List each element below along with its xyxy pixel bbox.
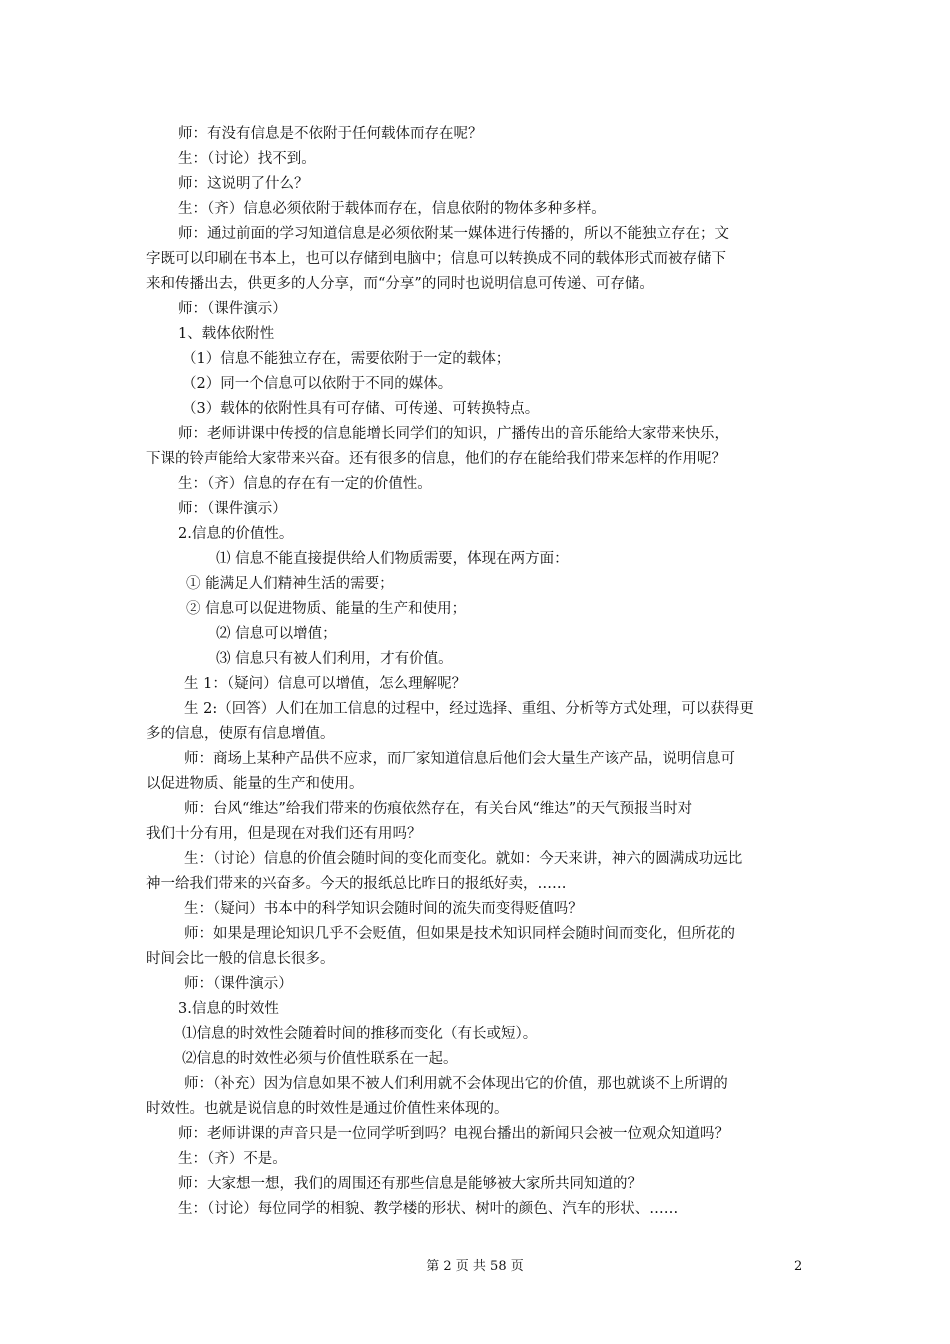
- paragraph-line: 神一给我们带来的兴奋多。今天的报纸总比昨日的报纸好卖，……: [146, 876, 567, 892]
- paragraph-line: 生 2:（回答）人们在加工信息的过程中，经过选择、重组、分析等方式处理，可以获得更: [184, 701, 754, 717]
- paragraph-line: （1）信息不能独立存在，需要依附于一定的载体；: [182, 351, 511, 367]
- paragraph-line: 师：老师讲课的声音只是一位同学听到吗？电视台播出的新闻只会被一位观众知道吗？: [178, 1126, 729, 1142]
- paragraph-line: 师：台风“维达”给我们带来的伤痕依然存在，有关台风“维达”的天气预报当时对: [184, 801, 693, 817]
- paragraph-line: 师：大家想一想，我们的周围还有那些信息是能够被大家所共同知道的？: [178, 1176, 642, 1192]
- paragraph-line: 生：（疑问）书本中的科学知识会随时间的流失而变得贬值吗？: [184, 901, 583, 917]
- paragraph-line: ⑶ 信息只有被人们利用，才有价值。: [216, 651, 453, 667]
- paragraph-line: 来和传播出去，供更多的人分享，而“分享”的同时也说明信息可传递、可存储。: [146, 276, 654, 292]
- paragraph-line: 1、载体依附性: [178, 326, 275, 342]
- paragraph-line: ⑴ 信息不能直接提供给人们物质需要，体现在两方面：: [216, 551, 569, 567]
- paragraph-line: 生：（齐）不是。: [178, 1151, 287, 1167]
- paragraph-line: 师：如果是理论知识几乎不会贬值，但如果是技术知识同样会随时间而变化，但所花的: [184, 926, 735, 942]
- paragraph-line: 以促进物质、能量的生产和使用。: [146, 776, 364, 792]
- paragraph-line: 师：有没有信息是不依附于任何载体而存在呢？: [178, 126, 483, 142]
- paragraph-line: 下课的铃声能给大家带来兴奋。还有很多的信息，他们的存在能给我们带来怎样的作用呢？: [146, 451, 726, 467]
- paragraph-line: （2）同一个信息可以依附于不同的媒体。: [182, 376, 453, 392]
- paragraph-line: ⑴信息的时效性会随着时间的推移而变化（有长或短）。: [182, 1026, 538, 1042]
- paragraph-line: ② 信息可以促进物质、能量的生产和使用；: [186, 601, 467, 617]
- paragraph-line: ⑵信息的时效性必须与价值性联系在一起。: [182, 1051, 458, 1067]
- paragraph-line: 师：（课件演示）: [178, 501, 287, 517]
- paragraph-line: 生：（讨论）每位同学的相貌、教学楼的形状、树叶的颜色、汽车的形状、……: [178, 1201, 679, 1217]
- paragraph-line: 师：老师讲课中传授的信息能增长同学们的知识，广播传出的音乐能给大家带来快乐，: [178, 426, 729, 442]
- paragraph-line: 生：（齐）信息必须依附于载体而存在，信息依附的物体多种多样。: [178, 201, 606, 217]
- paragraph-line: 2.信息的价值性。: [178, 526, 294, 542]
- paragraph-line: 师：商场上某种产品供不应求，而厂家知道信息后他们会大量生产该产品，说明信息可: [184, 751, 735, 767]
- paragraph-line: 生 1：（疑问）信息可以增值，怎么理解呢？: [184, 676, 467, 692]
- paragraph-line: 师：（补充）因为信息如果不被人们利用就不会体现出它的价值，那也就谈不上所谓的: [184, 1076, 728, 1092]
- paragraph-line: 3.信息的时效性: [178, 1001, 279, 1017]
- paragraph-line: 多的信息，使原有信息增值。: [146, 726, 335, 742]
- paragraph-line: 生：（齐）信息的存在有一定的价值性。: [178, 476, 432, 492]
- paragraph-line: 师：（课件演示）: [184, 976, 293, 992]
- paragraph-line: ⑵ 信息可以增值；: [216, 626, 337, 642]
- paragraph-line: 生：（讨论）找不到。: [178, 151, 316, 167]
- paragraph-line: 时效性。也就是说信息的时效性是通过价值性来体现的。: [146, 1101, 509, 1117]
- paragraph-line: ① 能满足人们精神生活的需要；: [186, 576, 394, 592]
- paragraph-line: 字既可以印刷在书本上，也可以存储到电脑中；信息可以转换成不同的载体形式而被存储下: [146, 251, 726, 267]
- page-number: 2: [794, 1259, 803, 1274]
- paragraph-line: 我们十分有用，但是现在对我们还有用吗？: [146, 826, 422, 842]
- page-count-label: 第 2 页 共 58 页: [426, 1259, 524, 1274]
- paragraph-line: 师：通过前面的学习知道信息是必须依附某一媒体进行传播的，所以不能独立存在；文: [178, 226, 729, 242]
- paragraph-line: （3）载体的依附性具有可存储、可传递、可转换特点。: [182, 401, 540, 417]
- paragraph-line: 师：（课件演示）: [178, 301, 287, 317]
- paragraph-line: 时间会比一般的信息长很多。: [146, 951, 335, 967]
- paragraph-line: 师：这说明了什么？: [178, 176, 309, 192]
- paragraph-line: 生：（讨论）信息的价值会随时间的变化而变化。就如：今天来讲，神六的圆满成功远比: [184, 851, 743, 867]
- document-body: [146, 122, 814, 1222]
